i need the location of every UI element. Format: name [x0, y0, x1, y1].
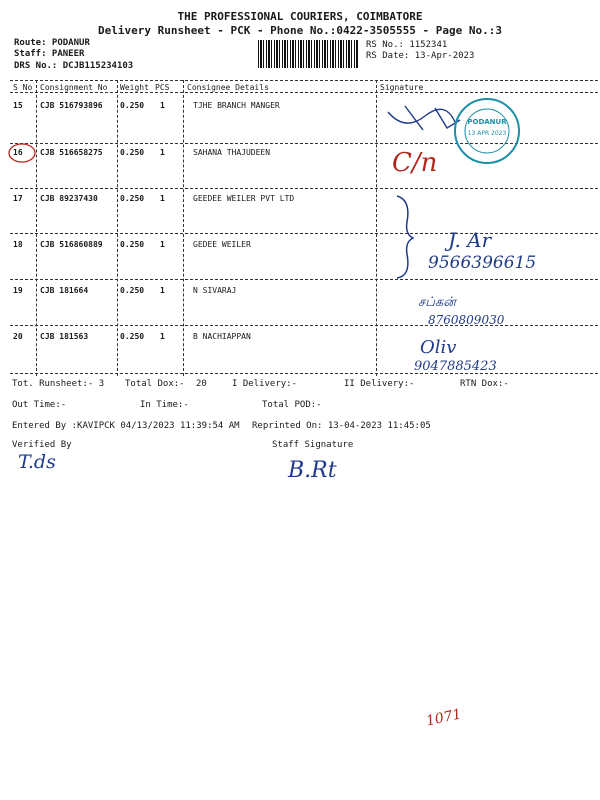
rs-date: RS Date: 13-Apr-2023 — [366, 51, 475, 61]
rs-number: RS No.: 1152341 — [366, 40, 448, 50]
table-header-rule — [10, 92, 598, 93]
signature-row16: C/n — [392, 148, 438, 178]
row-rule — [10, 233, 598, 234]
staff-signature: B.Rt — [288, 458, 337, 483]
row-sno: 15 — [13, 101, 23, 110]
row-consignment: CJB 89237430 — [40, 194, 98, 203]
staff-label: Staff: PANEER — [14, 49, 85, 59]
reprinted-on: Reprinted On: 13-04-2023 11:45:05 — [252, 421, 431, 431]
delivery-stamp — [452, 96, 522, 166]
col-header-consignment: Consignment No — [40, 83, 108, 92]
i-delivery: I Delivery:- — [232, 379, 298, 389]
col-header-signature: Signature — [380, 83, 424, 92]
row-consignee: GEDEE WEILER — [193, 240, 251, 249]
total-dox-value: 20 — [196, 379, 207, 389]
row-consignment: CJB 516658275 — [40, 148, 103, 157]
signature-name20: Oliv — [420, 337, 457, 358]
row-rule — [10, 188, 598, 189]
signature-phone2: 8760809030 — [428, 313, 505, 327]
row-pcs: 1 — [160, 194, 165, 203]
row-rule — [10, 279, 598, 280]
route-label: Route: PODANUR — [14, 38, 90, 48]
col-divider — [36, 80, 37, 376]
brace-mark — [393, 192, 417, 282]
row-sno: 18 — [13, 240, 23, 249]
verified-signature: T.ds — [18, 451, 56, 473]
row-sno: 20 — [13, 332, 23, 341]
total-pod: Total POD:- — [262, 400, 322, 410]
row-pcs: 1 — [160, 101, 165, 110]
col-divider — [376, 80, 377, 376]
stamp-date: 13 APR 2023 — [467, 130, 507, 137]
signature-phone1: 9566396615 — [428, 253, 537, 273]
row-weight: 0.250 — [120, 101, 145, 110]
col-header-sno: S No — [13, 83, 33, 92]
table-bottom-rule — [10, 373, 598, 374]
row-sno: 19 — [13, 286, 23, 295]
signature-name19: சப்கன் — [418, 295, 456, 310]
red-circle-mark — [6, 142, 38, 164]
row-pcs: 1 — [160, 332, 165, 341]
in-time: In Time:- — [140, 400, 189, 410]
staff-signature-label: Staff Signature — [272, 440, 354, 450]
row-consignment: CJB 181664 — [40, 286, 89, 295]
row-consignee: SAHANA THAJUDEEN — [193, 148, 271, 157]
row-weight: 0.250 — [120, 194, 145, 203]
signature-phone3: 9047885423 — [414, 359, 497, 374]
runsheet-title: Delivery Runsheet - PCK - Phone No.:0422-3505555 - Page No.:3 — [98, 24, 502, 37]
page-note: 1071 — [424, 706, 463, 730]
row-pcs: 1 — [160, 240, 165, 249]
rtn-dox: RTN Dox:- — [460, 379, 509, 389]
row-weight: 0.250 — [120, 240, 145, 249]
row-pcs: 1 — [160, 148, 165, 157]
row-weight: 0.250 — [120, 286, 145, 295]
row-sno: 17 — [13, 194, 23, 203]
barcode — [258, 40, 358, 68]
stamp-text: PODANUR — [467, 118, 507, 126]
row-rule — [10, 325, 598, 326]
ii-delivery: II Delivery:- — [344, 379, 415, 389]
row-consignment: CJB 181563 — [40, 332, 89, 341]
col-divider — [183, 80, 184, 376]
row-sno: 16 — [13, 148, 23, 157]
entered-by: Entered By :KAVIPCK 04/13/2023 11:39:54 AM — [12, 421, 240, 431]
row-consignment: CJB 516860889 — [40, 240, 103, 249]
row-consignee: GEEDEE WEILER PVT LTD — [193, 194, 295, 203]
total-dox-label: Total Dox:- — [125, 379, 185, 389]
verified-by-label: Verified By — [12, 440, 72, 450]
row-consignee: B NACHIAPPAN — [193, 332, 251, 341]
tot-runsheet: Tot. Runsheet:- 3 — [12, 379, 105, 389]
out-time: Out Time:- — [12, 400, 67, 410]
row-weight: 0.250 — [120, 148, 145, 157]
col-divider — [117, 80, 118, 376]
signature-ja: J. Ar — [448, 228, 492, 252]
row-pcs: 1 — [160, 286, 165, 295]
table-top-rule — [10, 80, 598, 81]
col-header-pcs: PCS — [155, 83, 170, 92]
row-consignee: N SIVARAJ — [193, 286, 237, 295]
row-consignee: TJHE BRANCH MANGER — [193, 101, 280, 110]
col-header-consignee: Consignee Details — [187, 83, 269, 92]
drs-number: DRS No.: DCJB115234103 — [14, 61, 134, 71]
company-title: THE PROFESSIONAL COURIERS, COIMBATORE — [177, 10, 423, 23]
row-weight: 0.250 — [120, 332, 145, 341]
row-consignment: CJB 516793896 — [40, 101, 103, 110]
col-header-weight: Weight — [120, 83, 149, 92]
